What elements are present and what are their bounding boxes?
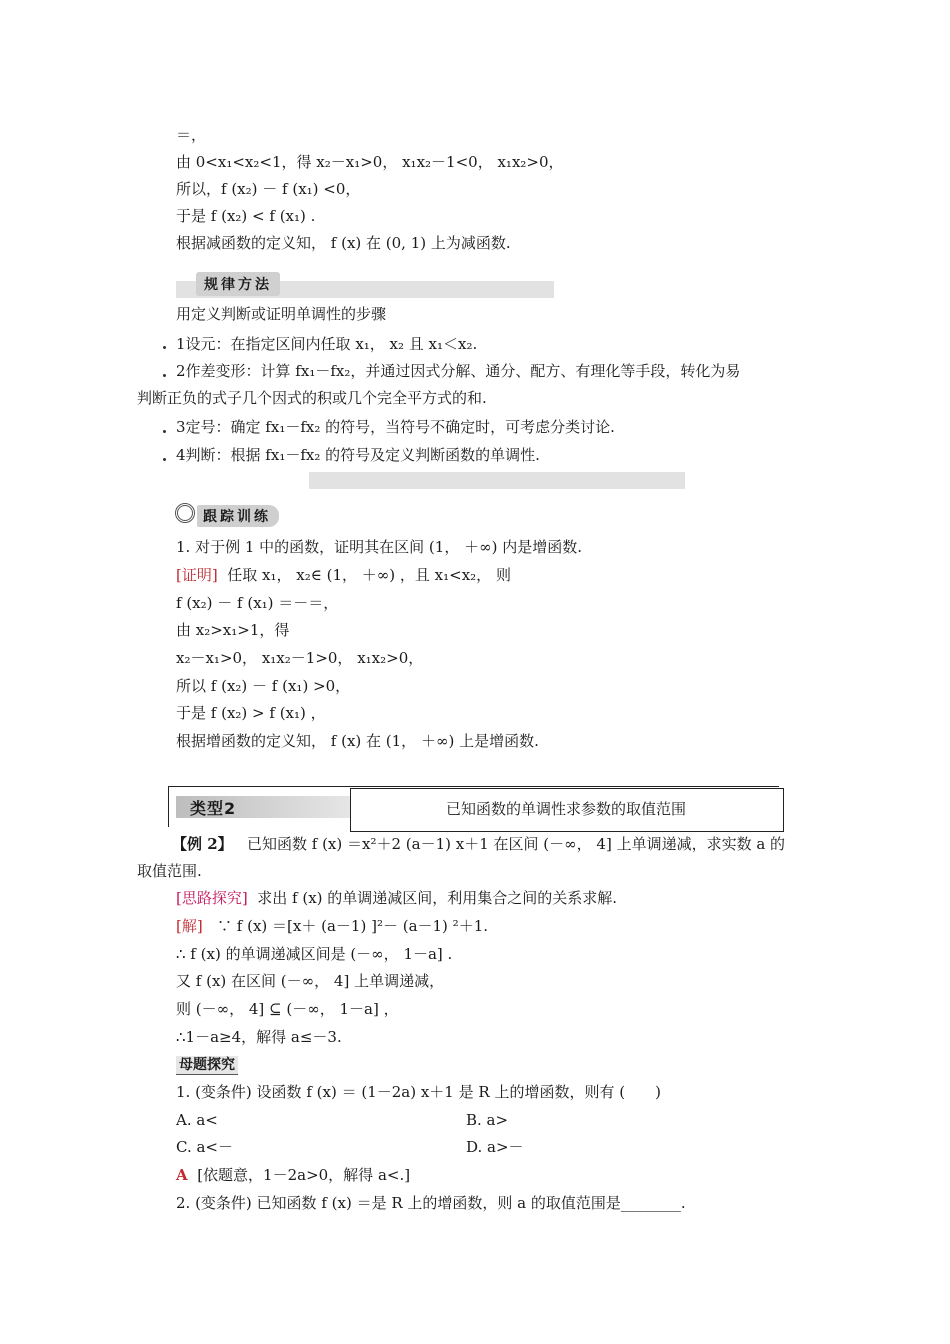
text: 已知函数 f (x) ＝x²＋2 (a－1) x＋1 在区间 (－∞， 4] 上单调递减，求实数 a 的 xyxy=(246,835,786,853)
example-line xyxy=(172,834,785,854)
text: [依题意，1－2a>0，解得 a<.] xyxy=(197,1166,411,1184)
bullet-dot xyxy=(163,374,166,377)
mother-tag-line xyxy=(176,1054,238,1075)
text-line: 所以 f (x₂) － f (x₁) >0， xyxy=(176,677,351,695)
mother-tag: 母题探究 xyxy=(176,1056,238,1075)
text: 求出 f (x) 的单调递减区间，利用集合之间的关系求解. xyxy=(257,889,618,907)
text-line: 3定号：确定 fx₁－fx₂ 的符号，当符号不确定时，可考虑分类讨论. xyxy=(176,418,615,436)
type-title: 已知函数的单调性求参数的取值范围 xyxy=(445,800,686,818)
solution-line xyxy=(176,916,488,936)
proof-line xyxy=(176,565,511,585)
idea-line xyxy=(176,888,617,908)
answer-line xyxy=(176,1165,410,1185)
option-b: B. a> xyxy=(466,1111,509,1129)
example-label: 【例 2】 xyxy=(172,835,233,853)
text: 任取 x₁， x₂∈ (1， ＋∞) ，且 x₁<x₂， 则 xyxy=(227,566,511,584)
text-line: f (x₂) － f (x₁) ＝－＝， xyxy=(176,594,339,612)
question: 2. (变条件) 已知函数 f (x) ＝是 R 上的增函数，则 a 的取值范围是________. xyxy=(176,1194,686,1212)
text-line: 1设元：在指定区间内任取 x₁， x₂ 且 x₁＜x₂. xyxy=(176,335,478,353)
type-tag: 类型2 xyxy=(190,799,237,818)
text-line: 又 f (x) 在区间 (－∞， 4] 上单调递减， xyxy=(176,972,445,990)
text-line: ∴1－a≥4，解得 a≤－3. xyxy=(176,1028,342,1046)
text: ∵ f (x) ＝[x＋ (a－1) ]²－ (a－1) ²＋1. xyxy=(217,917,489,935)
text-line: 于是 f (x₂) < f (x₁) . xyxy=(176,207,316,225)
text-line: 根据增函数的定义知， f (x) 在 (1， ＋∞) 上是增函数. xyxy=(176,732,539,750)
text-line: 取值范围. xyxy=(137,862,202,880)
option-a: A. a< xyxy=(176,1111,218,1129)
question: 1. 对于例 1 中的函数，证明其在区间 (1， ＋∞) 内是增函数. xyxy=(176,538,582,556)
text-line: x₂－x₁>0， x₁x₂－1>0， x₁x₂>0， xyxy=(176,649,424,667)
idea-label: [思路探究] xyxy=(176,889,248,907)
text-line: 由 0<x₁<x₂<1，得 x₂－x₁>0， x₁x₂－1<0， x₁x₂>0， xyxy=(176,153,564,171)
text-line: ＝， xyxy=(176,126,207,144)
text-line: 于是 f (x₂) > f (x₁) ， xyxy=(176,704,326,722)
bullet-dot xyxy=(163,458,166,461)
bullet-dot xyxy=(163,430,166,433)
text-line: 则 (－∞， 4] ⊆ (－∞， 1－a] ， xyxy=(176,1000,399,1018)
text-line: 4判断：根据 fx₁－fx₂ 的符号及定义判断函数的单调性. xyxy=(176,446,540,464)
target-icon xyxy=(175,503,195,523)
text-line: 所以，f (x₂) － f (x₁) <0， xyxy=(176,180,361,198)
option-d: D. a>－ xyxy=(466,1138,524,1156)
solution-label: [解] xyxy=(176,917,203,935)
question: 1. (变条件) 设函数 f (x) ＝ (1－2a) x＋1 是 R 上的增函数，则有 ( ) xyxy=(176,1083,661,1101)
text-line: 判断正负的式子几个因式的积或几个完全平方式的和. xyxy=(137,389,487,407)
proof-label: [证明] xyxy=(176,566,218,584)
text-line: 根据减函数的定义知， f (x) 在 (0, 1) 上为减函数. xyxy=(176,234,511,252)
answer-label: A xyxy=(176,1166,188,1184)
section-tag: 规律方法 xyxy=(196,272,280,296)
text-line: 2作差变形：计算 fx₁－fx₂，并通过因式分解、通分、配方、有理化等手段，转化为易 xyxy=(176,362,741,380)
section-bar xyxy=(309,472,685,489)
method-title: 用定义判断或证明单调性的步骤 xyxy=(176,305,387,323)
option-c: C. a<－ xyxy=(176,1138,233,1156)
section-tag: 跟踪训练 xyxy=(197,505,279,527)
text-line: 由 x₂>x₁>1，得 xyxy=(176,621,290,639)
bullet-dot xyxy=(163,346,166,349)
text-line: ∴ f (x) 的单调递减区间是 (－∞， 1－a] . xyxy=(176,945,453,963)
